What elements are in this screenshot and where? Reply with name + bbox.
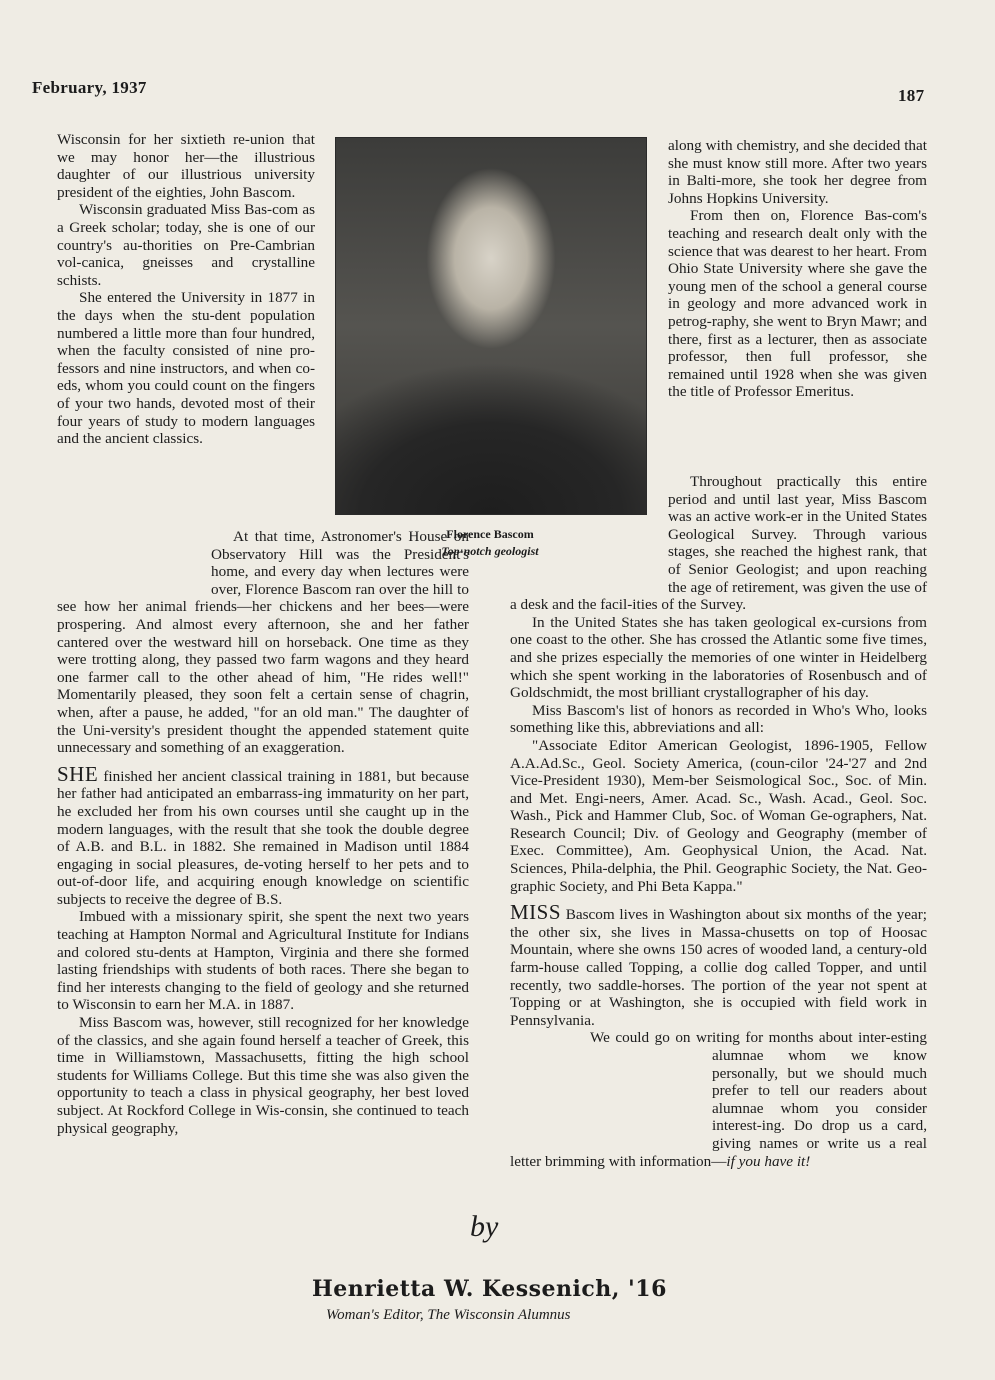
paragraph: Wisconsin graduated Miss Bas-com as a Greek scholar; today, she is one of our country's au-thorities on Pre-Cambrian vol-canica, gneisses and crystalline schists. bbox=[57, 201, 315, 289]
byline-wrap-spacer bbox=[510, 1051, 712, 1141]
byline-author: Henrietta W. Kessenich, '16 bbox=[312, 1276, 667, 1302]
issue-date: February, 1937 bbox=[32, 78, 147, 97]
paragraph: along with chemistry, and she decided that she must know still more. After two years in Balti-more, she took her degree from Johns Hopkins University. bbox=[668, 137, 927, 207]
paragraph: Wisconsin for her sixtieth re-union that we may honor her—the illustrious daughter of our illustrious university president of the eighties, John Bascom. bbox=[57, 131, 315, 201]
right-column-bottom bbox=[510, 473, 927, 1170]
caption-desc: Top-notch geologist bbox=[441, 544, 539, 558]
paragraph: From then on, Florence Bas-com's teaching and research dealt only with the science that was dearest to her heart. From Ohio State University where she gave the young men of the school a general course in geology and more advanced work in petrog-raphy, she went to Bryn Mawr; and there, first as a lecturer, then as associate professor, then full professor, she remained until 1928 when she was given the title of Professor Emeritus. bbox=[668, 207, 927, 401]
paragraph: Imbued with a missionary spirit, she spent the next two years teaching at Hampton Normal and Agricultural Institute for Indians and colored stu-dents at Hampton, Virginia and there she formed lasting friendships with students of both races. There she began to find her interests changing to the field of geology and she returned to Wisconsin to earn her M.A. in 1887. bbox=[57, 908, 469, 1014]
byline-title: Woman's Editor, The Wisconsin Alumnus bbox=[326, 1307, 571, 1323]
left-column-bottom bbox=[57, 528, 469, 1137]
byline-wrap-spacer bbox=[510, 1029, 568, 1051]
quotation: "Associate Editor American Geologist, 1896-1905, Fellow A.A.Ad.Sc., Geol. Society America, (coun-cilor '24-'27 and 2nd Vice-President 1930), Mem-ber Seismological Soc., Soc. of Min. and Met. Engi-neers, Amer. Acad. Sc., Wash. Acad., Geol. Soc. Wash., Pick and Hammer Club, Soc. of Woman Ge-ographers, Nat. Research Council; Div. of Geology and Geography (member of Exec. Committee), Am. Geophysical Union, the Acad. Nat. Sciences, Phila-delphia, the Phil. Geographic Society, the Nat. Geo-graphic Society, and Phi Beta Kappa." bbox=[510, 736, 927, 895]
paragraph: Throughout practically this entire period and until last year, Miss Bascom was an active work-er in the United States Geological Survey. Through various stages, she reached the highest rank, that of Senior Geologist; and upon reaching the age of retirement, was given the use of a desk and the facil-ities of the Survey. bbox=[510, 473, 927, 614]
caption-name: Florence Bascom bbox=[446, 527, 534, 541]
page-number: 187 bbox=[898, 86, 925, 105]
left-column-top bbox=[57, 131, 315, 448]
paragraph: MISS Bascom lives in Washington about six months of the year; the other six, she lives in Massa-chusetts on top of Hoosac Mountain, where she owns 150 acres of wooded land, a century-old farm-house called Topping, a collie dog called Topper, and until recently, two saddle-horses. The portion of the year not spent at Topping or at Washington, she is occupied with field work in Pennsylvania. bbox=[510, 900, 928, 1029]
right-column-top bbox=[668, 137, 927, 401]
photo-wrap-spacer bbox=[57, 528, 211, 588]
portrait-photo bbox=[335, 137, 647, 515]
paragraph: SHE finished her ancient classical training in 1881, but because her father had anticipated an embarrass-ing immaturity on her part, he excluded her from his own courses until she caught up in the modern languages, with the result that she took the double degree of A.B. and B.L. in 1882. She remained in Madison until 1884 engaging in social pleasures, de-voting herself to her pets and to out-of-door life, and acquiring enough knowledge on scientific subjects to receive the degree of B.S. bbox=[57, 761, 469, 908]
paragraph: Miss Bascom's list of honors as recorded in Who's Who, looks something like this, abbreviations and all: bbox=[510, 701, 927, 737]
dropcap: MISS bbox=[510, 900, 562, 925]
paragraph: At that time, Astronomer's House on Observatory Hill was the President's home, and every day when lectures were over, Florence Bascom ran over the hill to see how her animal friends—her chickens and her bees—were prospering. And almost every afternoon, she and her father cantered over the westward hill on horseback. One time as they were trotting along, they passed two farm wagons and they heard one farmer call to the other ahead of him, "He rides well!" Momentarily pleased, they soon felt a certain sense of chagrin, when, after a pause, he added, "for an old man." The daughter of the Uni-versity's president thought the appended statement quite unnecessary and something of an exaggeration. bbox=[57, 528, 469, 757]
dropcap: SHE bbox=[57, 761, 99, 786]
paragraph: Miss Bascom was, however, still recognized for her knowledge of the classics, and she again found herself a teacher of Greek, this time in Williamstown, Massachusetts, fitting the high school students for Williams College. But this time she was also given the opportunity to teach a class in physical geography, her best loved subject. At Rockford College in Wis-consin, she continued to teach physical geography, bbox=[57, 1014, 469, 1137]
photo-wrap-spacer bbox=[510, 473, 668, 579]
paragraph: We could go on writing for months about inter-esting alumnae whom we know personally, but we should much prefer to tell our readers about alumnae whom you consider interest-ing. Do drop us a card, giving names or write us a real letter brimming with information—if you have it! bbox=[510, 1029, 927, 1170]
paragraph: She entered the University in 1877 in the days when the stu-dent population numbered a little more than four hundred, when the faculty consisted of nine pro-fessors and nine instructors, and when co-eds, whom you could count on the fingers of your two hands, devoted most of their four years of study to modern languages and the ancient classics. bbox=[57, 289, 315, 448]
byline-by: by bbox=[470, 1210, 499, 1243]
paragraph: In the United States she has taken geological ex-cursions from one coast to the other. She has crossed the Atlantic some five times, and she prizes especially the memories of one winter in Heidelberg which she spent working in the laboratories of Rosenbusch and of Goldschmidt, the most brilliant crystallographer of his day. bbox=[510, 613, 927, 702]
